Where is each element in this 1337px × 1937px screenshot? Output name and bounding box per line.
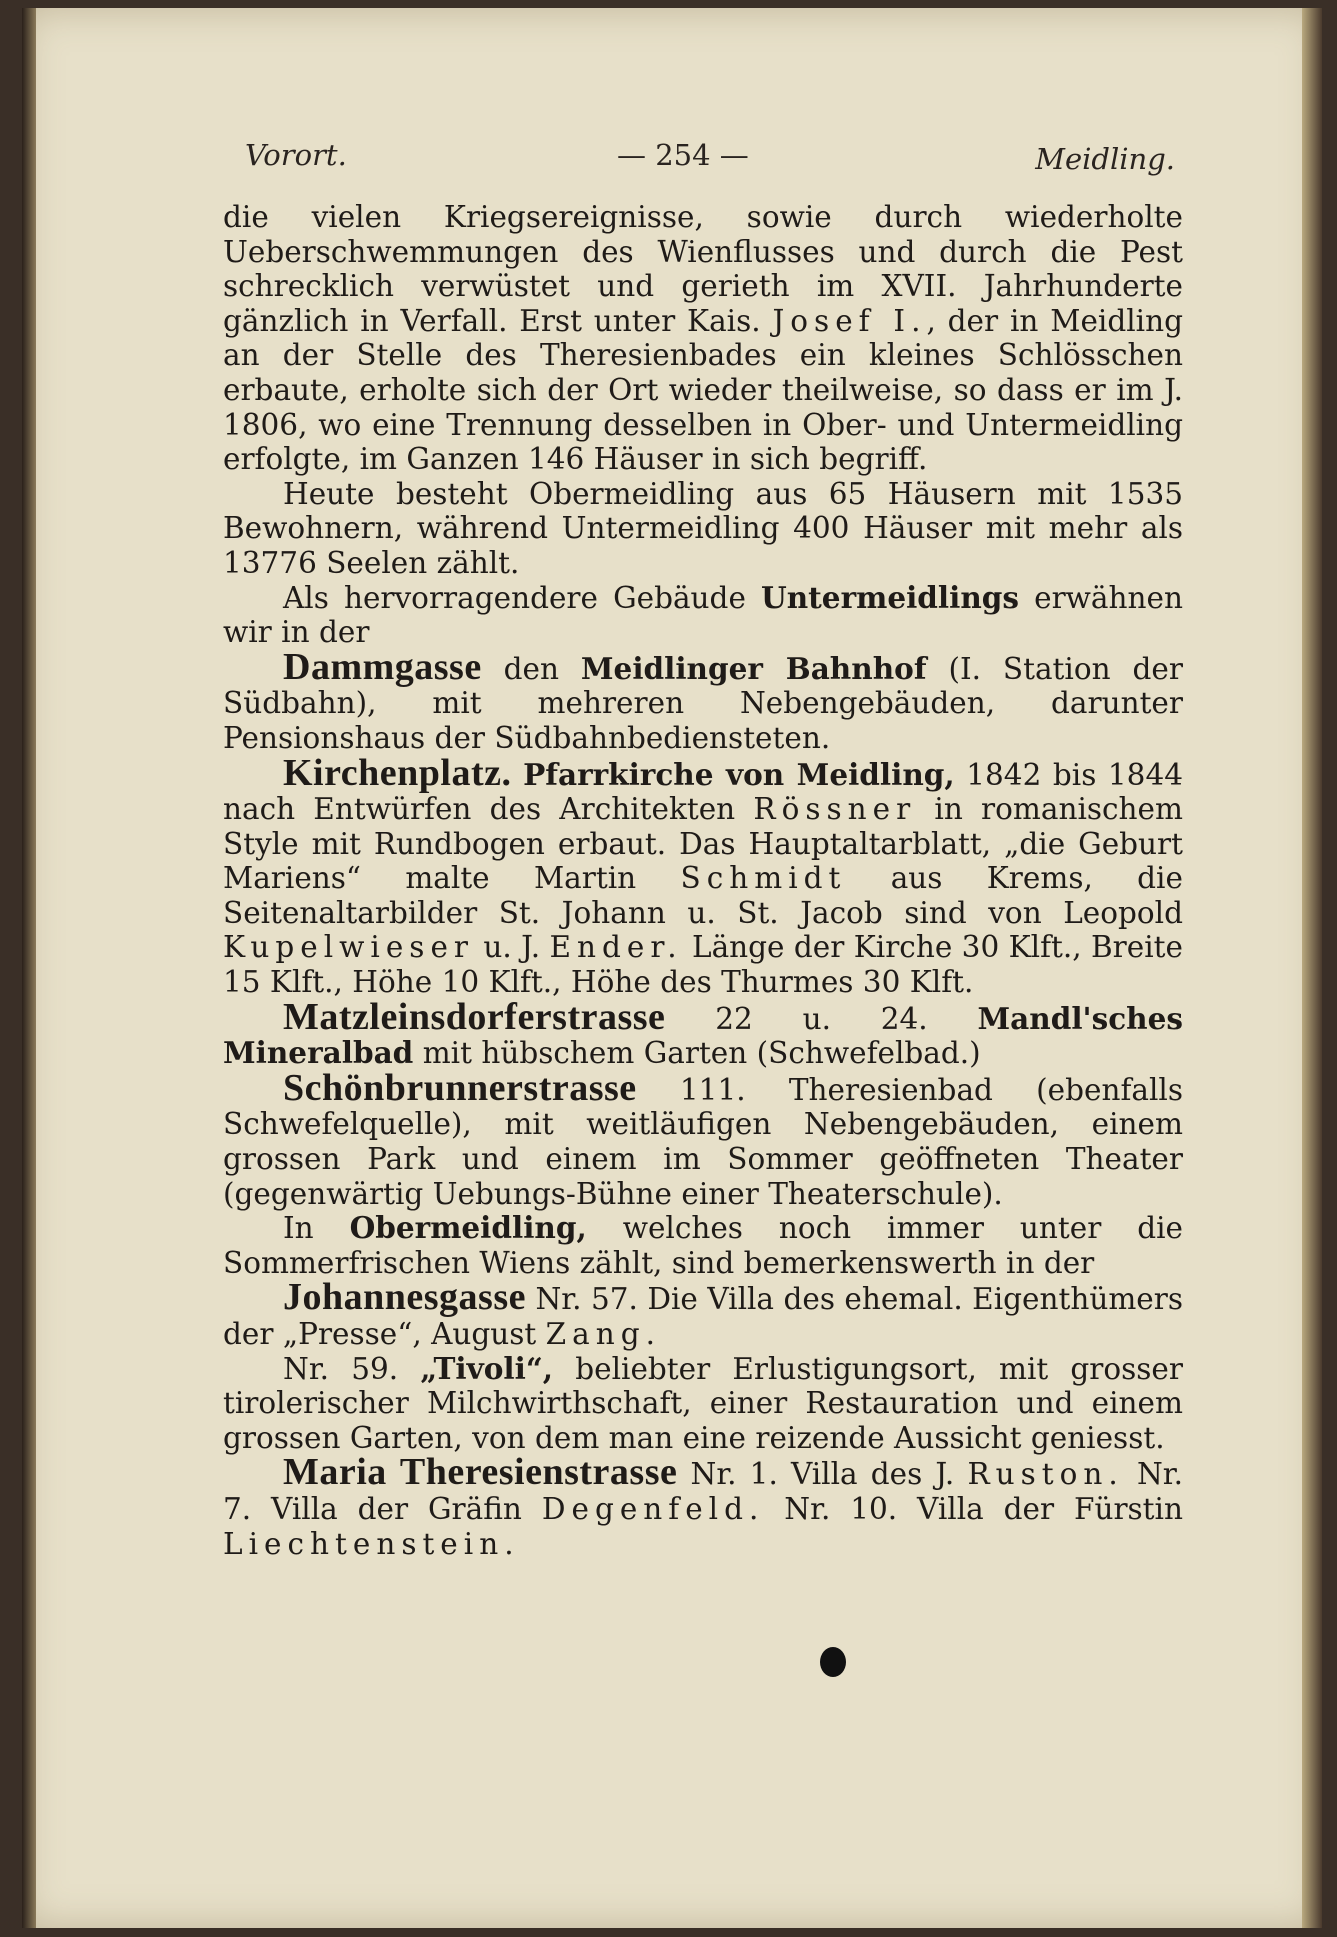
person-name: Josef I. [772, 303, 927, 338]
entry-maria-theresienstrasse: Maria Theresienstrasse Nr. 1. Villa des J. Ruston. Nr. 7. Villa der Gräfin Degenfeld. Nr. 10. Villa der Fürstin Liechtenstein. [223, 1451, 1183, 1561]
paragraph-history: die vielen Kriegsereignisse, sowie durch wiederholte Ueberschwemmungen des Wienflusses und durch die Pest schrecklich verwüstet und gerieth im XVII. Jahrhunderte gänzlich in Verfall. Erst unter Kais. Josef I., der in Meidling an der Stelle des Theresienbades ein kleines Schlösschen erbaute, erholte sich der Ort wieder theilweise, so dass er im J. 1806, wo eine Trennung desselben in Ober- und Untermeidling erfolgte, im Ganzen 146 Häuser in sich begriff. [223, 200, 1183, 477]
ink-blot [820, 1647, 846, 1677]
page-number: — 254 — [617, 138, 749, 172]
paragraph-tivoli: Nr. 59. „Tivoli“, beliebter Erlustigungsort, mit grosser tirolerischer Milchwirthschaft, einer Restauration und einem grossen Garten, von dem man eine reizende Aussicht geniesst. [223, 1350, 1183, 1455]
street-name: Johannesgasse [283, 1276, 526, 1319]
street-name: Maria Theresienstrasse [283, 1451, 678, 1494]
entry-kirchenplatz: Kirchenplatz. Pfarrkirche von Meidling, 1842 bis 1844 nach Entwürfen des Architekten Rössner in romanischem Style mit Rundbogen erbaut. Das Hauptaltarblatt, „die Geburt Mariens“ malte Martin Schmidt aus Krems, die Seitenaltarbilder St. Johann u. St. Jacob sind von Leopold Kupelwieser u. J. Ender. Länge der Kirche 30 Klft., Breite 15 Klft., Höhe 10 Klft., Höhe des Thurmes 30 Klft. [223, 751, 1183, 1000]
paragraph-population: Heute besteht Obermeidling aus 65 Häusern mit 1535 Bewohnern, während Untermeidling 400 Häuser mit mehr als 13776 Seelen zählt. [223, 476, 1183, 580]
street-name: Kirchenplatz. [283, 751, 512, 794]
street-name: Matzleinsdorferstrasse [283, 995, 666, 1038]
running-header [245, 138, 1175, 182]
entry-matzleinsdorferstrasse: Matzleinsdorferstrasse 22 u. 24. Mandl'sches Mineralbad mit hübschem Garten (Schwefelbad.) [223, 995, 1183, 1071]
body-text [223, 200, 1183, 1561]
header-place: Meidling. [1035, 142, 1175, 176]
header-section: Vorort. [245, 138, 347, 172]
street-name: Dammgasse [283, 645, 482, 688]
paragraph-intro: Als hervorragendere Gebäude Untermeidlings erwähnen wir in der [223, 579, 1183, 650]
street-name: Schönbrunnerstrasse [283, 1066, 637, 1109]
page-edge [1302, 8, 1322, 1928]
book-spine [22, 8, 36, 1928]
paragraph-obermeidling: In Obermeidling, welches noch immer unter die Sommerfrischen Wiens zählt, sind bemerkenswerth in der [223, 1210, 1183, 1280]
entry-johannesgasse: Johannesgasse Nr. 57. Die Villa des ehemal. Eigenthümers der „Presse“, August Zang. [223, 1276, 1183, 1351]
entry-dammgasse: Dammgasse den Meidlinger Bahnhof (I. Station der Südbahn), mit mehreren Nebengebäuden, darunter Pensionshaus der Südbahnbediensteten. [223, 645, 1183, 755]
entry-schoenbrunnerstrasse: Schönbrunnerstrasse 111. Theresienbad (ebenfalls Schwefelquelle), mit weitläufigen Nebengebäuden, einem grossen Park und einem im Sommer geöffneten Theater (gegenwärtig Uebungs-Bühne einer Theaterschule). [223, 1066, 1183, 1211]
